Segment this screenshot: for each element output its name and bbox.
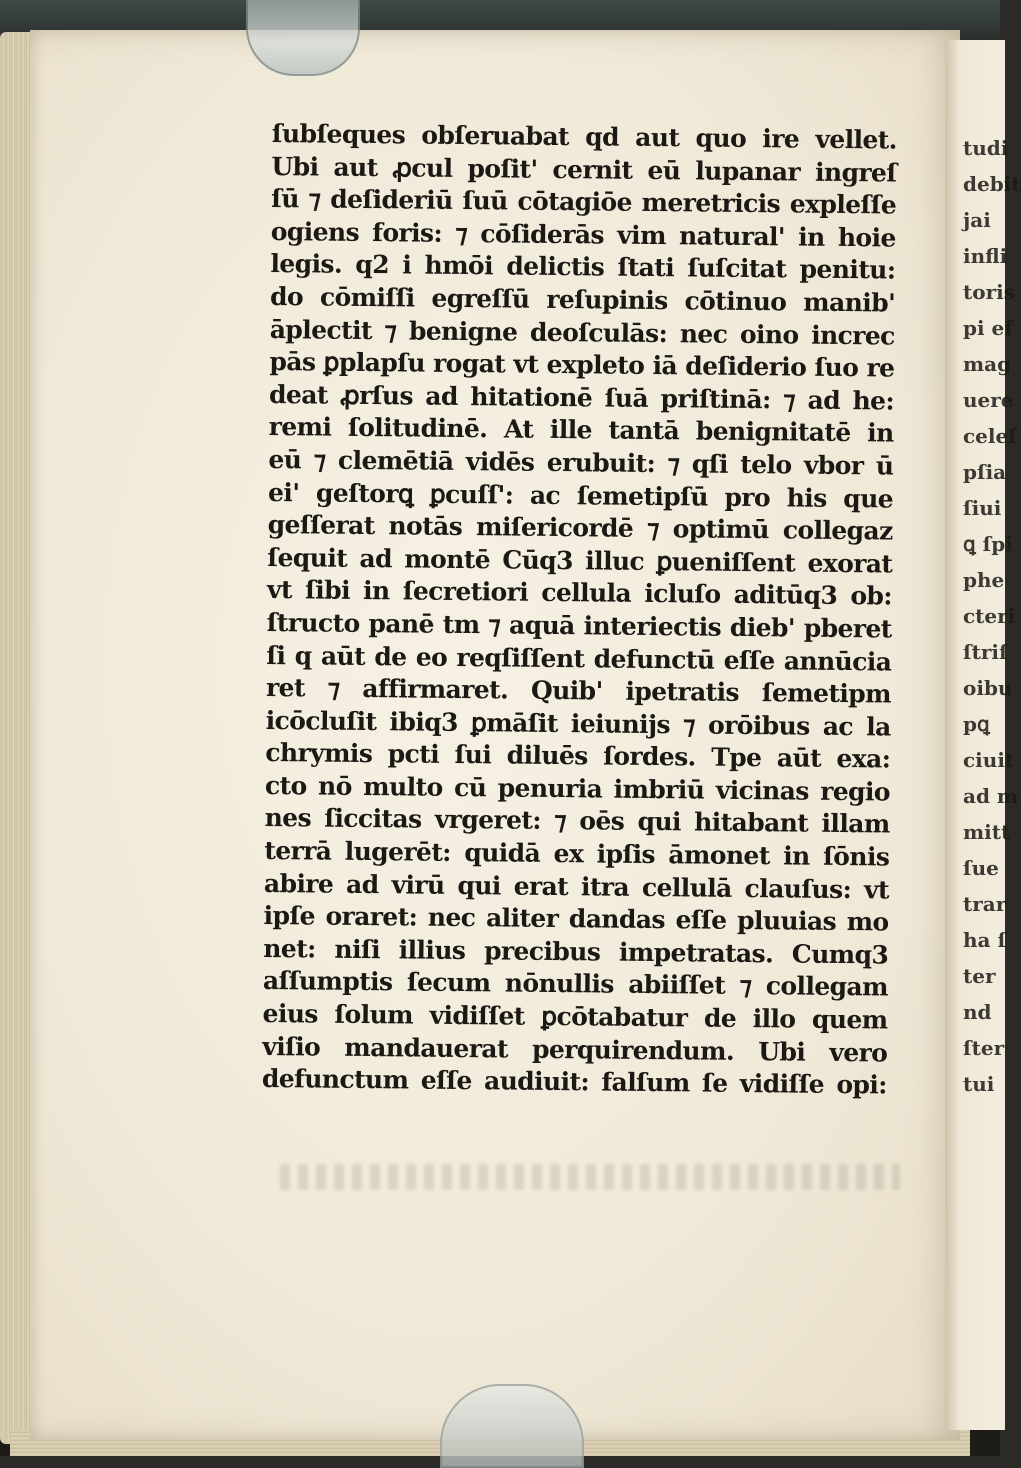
facing-text-fragment: ſue (963, 856, 999, 880)
facing-text-fragment: ter (963, 964, 996, 988)
text-line: geſſerat notās miſericordē ⁊ optimū collegaz (267, 510, 893, 546)
text-line: ſubſeques obſeruabat qd aut quo ire vellet. (271, 118, 897, 155)
facing-text-fragment: phe (963, 568, 1005, 592)
facing-text-fragment: ꝗ ſpi (963, 532, 1013, 556)
facing-text-fragment: pꝗ (963, 712, 990, 736)
text-line: icōcluſit ibiq3 ꝑmāſit ieiunijs ⁊ orōibus ac la (265, 705, 891, 742)
text-line: pās ꝑplapſu rogat vt expleto iā deſiderio ſuo re (269, 347, 895, 383)
facing-text-fragment: tudi (963, 136, 1009, 160)
facing-text-fragment: nd (963, 1000, 992, 1024)
facing-text-fragment: pi ef (963, 316, 1013, 340)
text-line: eū ⁊ clemētiā vidēs erubuit: ⁊ qſi telo vbor ū (268, 444, 894, 481)
facing-text-fragment: tui (963, 1072, 995, 1096)
text-line: abire ad virū qui erat itra cellulā clauſus: vt (263, 868, 890, 905)
facing-text-fragment: ſiui (963, 496, 1002, 520)
facing-text-fragment: infli (963, 244, 1008, 268)
text-line: legis. q2 i hmōi delictis ſtati ſuſcitat penitu: (270, 249, 896, 285)
facing-text-fragment: jai (963, 208, 991, 232)
text-line: ogiens foris: ⁊ cōſiderās vim natural' in hoie (270, 216, 896, 253)
facing-text-fragment: ſter (963, 1036, 1005, 1060)
facing-text-fragment: toris (963, 280, 1015, 304)
facing-text-fragment: cteri (963, 604, 1016, 628)
facing-text-fragment: mitt (963, 820, 1011, 844)
text-line: āplectit ⁊ benigne deoſculās: nec oino increc (269, 314, 895, 351)
facing-text-fragment: ſtriſ (963, 640, 1008, 664)
facing-text-fragment: ha ſ (963, 928, 1007, 952)
text-line: ret ⁊ affirmaret. Quib' ipetratis ſemetipm (265, 673, 892, 709)
text-line: Ubi aut ꝓcul poſit' cernit eū lupanar ingreſ (271, 151, 897, 188)
page-text-block (262, 118, 912, 1102)
facing-text-fragment: mag (963, 352, 1012, 376)
text-line: defunctum eſſe audiuit: falſum ſe vidiſſe opi: (261, 1064, 888, 1100)
text-line: aſſumptis ſecum nōnullis abiiſſet ⁊ collegam (262, 966, 889, 1002)
text-line: remi ſolitudinē. At ille tantā benignitatē in (268, 412, 894, 448)
text-line: ei' geſtorꝗ ꝑcuſſ': ac ſemetipſū pro his que (267, 477, 894, 514)
facing-page (945, 40, 1021, 1430)
text-line: ſtructo panē tm ⁊ aquā interiectis dieb' pberet (266, 607, 892, 644)
text-line: ſi q aūt de eo reqſiſſent defunctū eſſe annūcia (266, 640, 892, 677)
facing-text-fragment: ad m (963, 784, 1019, 808)
text-line: cto nō multo cū penuria imbriū vicinas regio (264, 770, 891, 807)
facing-text-fragment: uere (963, 388, 1014, 412)
facing-text-fragment: debit (963, 172, 1021, 196)
text-line: do cōmiſſi egreſſū reſupinis cōtinuo manib' (269, 281, 896, 318)
text-line: viſio mandauerat perquirendum. Ubi vero (262, 1031, 888, 1068)
text-line: vt ſibi in ſecretiori cellula icluſo aditūq3 ob: (266, 575, 893, 611)
text-line: ſū ⁊ deſideriū ſuū cōtagiōe meretricis expleſſe (271, 184, 897, 220)
top-page-clip (246, 0, 360, 76)
show-through-text (280, 1164, 900, 1190)
facing-text-fragment: ciuit (963, 748, 1015, 772)
text-line: terrā lugerēt: quidā ex ipſis āmonet in ſōnis (264, 836, 890, 872)
text-line: net: niſi illius precibus impetratas. Cumq3 (263, 933, 889, 970)
text-line: chrymis pcti ſui diluēs ſordes. Tpe aūt exa: (265, 738, 891, 774)
text-line: ſequit ad montē Cūq3 illuc ꝑueniſſent exorat (267, 542, 893, 579)
facing-text-fragment: oibu (963, 676, 1013, 700)
text-line: nes ſiccitas vrgeret: ⁊ oēs qui hitabant illam (264, 803, 890, 839)
facing-text-fragment: pſia (963, 460, 1007, 484)
facing-text-fragment: celeſ (963, 424, 1017, 448)
text-line: deat ꝓrſus ad hitationē ſuā priſtinā: ⁊ ad he: (268, 379, 895, 416)
text-line: eius ſolum vidiſſet ꝑcōtabatur de illo quem (262, 998, 888, 1035)
facing-page-text (963, 130, 1021, 1102)
facing-text-fragment: trar (963, 892, 1007, 916)
text-line: ipſe oraret: nec aliter dandas eſſe pluuias mo (263, 901, 889, 937)
